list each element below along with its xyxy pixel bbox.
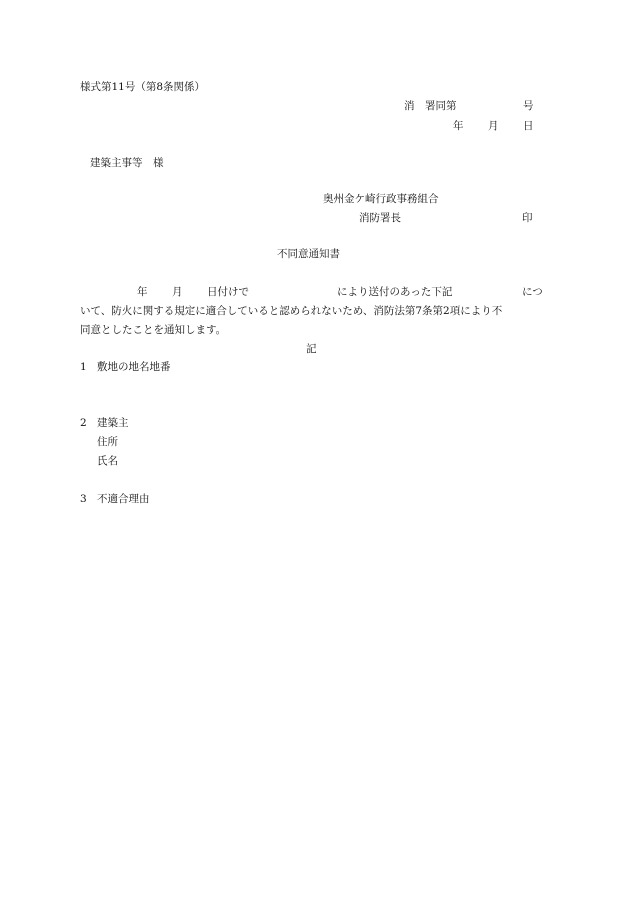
item-2-name-label: 氏名 <box>97 455 118 467</box>
item-1-number: 1 <box>80 361 87 373</box>
body-line-2: いて、防火に関する規定に適合していると認められないため、消防法第7条第2項により不 <box>80 305 503 317</box>
date-month: 月 <box>488 120 499 132</box>
item-2-label: 建築主 <box>97 417 129 429</box>
body-regarding-tail: につ <box>522 286 543 298</box>
body-line-3: 同意としたことを通知します。 <box>80 324 227 336</box>
doc-number-prefix: 消 署同第 <box>404 100 457 112</box>
document-title: 不同意通知書 <box>277 248 340 260</box>
doc-number-suffix: 号 <box>523 100 534 112</box>
item-1-label: 敷地の地名地番 <box>97 361 171 373</box>
body-received-by: により送付のあった下記 <box>337 286 453 298</box>
date-year: 年 <box>453 120 464 132</box>
addressee: 建築主事等 様 <box>90 157 164 169</box>
issuer-title: 消防署長 <box>359 212 401 224</box>
ki-heading: 記 <box>306 343 317 355</box>
date-day: 日 <box>523 120 534 132</box>
body-date-suffix: 日付けで <box>207 286 249 298</box>
body-year: 年 <box>137 286 148 298</box>
issuer-org: 奥州金ケ崎行政事務組合 <box>323 193 439 205</box>
item-2-number: 2 <box>80 417 87 429</box>
item-2-address-label: 住所 <box>97 436 118 448</box>
item-3-label: 不適合理由 <box>97 493 150 505</box>
item-3-number: 3 <box>80 493 87 505</box>
body-month: 月 <box>172 286 183 298</box>
seal-mark: 印 <box>522 212 533 224</box>
form-number: 様式第11号（第8条関係） <box>80 81 206 93</box>
